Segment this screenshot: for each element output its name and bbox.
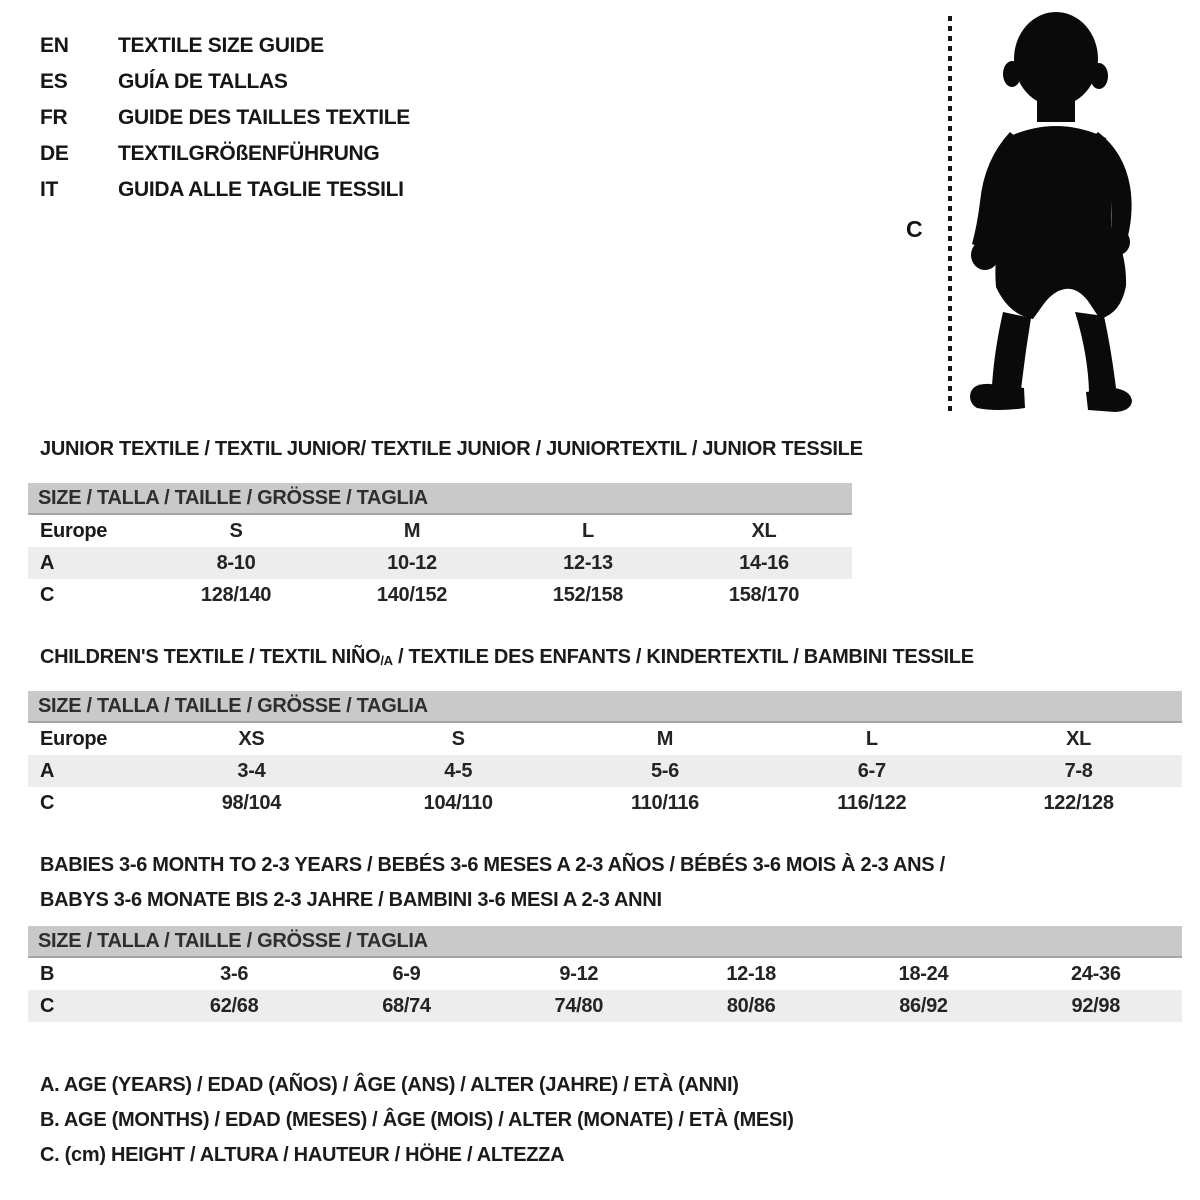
size-value-cell: XL: [1066, 727, 1092, 750]
section-title: [40, 640, 1182, 675]
table-row: [28, 755, 1182, 787]
size-section: [28, 432, 863, 611]
section-title-line: [40, 883, 1182, 918]
size-value-cell: 5-6: [562, 755, 769, 787]
language-row: [40, 64, 410, 100]
size-value-cell: 7-8: [975, 755, 1182, 787]
size-value-cell: 74/80: [493, 990, 665, 1022]
size-value-cell: 12-18: [726, 962, 776, 985]
table-row: [28, 722, 1182, 755]
section-title-line: [40, 848, 1182, 883]
size-value-cell: 128/140: [200, 583, 272, 606]
language-row: [40, 100, 410, 136]
language-row: [40, 172, 410, 208]
section-title-line: [40, 432, 863, 467]
size-value-cell: XS: [238, 727, 265, 750]
size-value-cell: 98/104: [221, 791, 282, 814]
toddler-silhouette-icon: [958, 12, 1140, 416]
height-dashed-line: [948, 16, 952, 416]
language-code: DE: [40, 142, 69, 165]
table-row: [28, 547, 852, 579]
size-section: [28, 848, 1182, 1022]
title-segment: /A: [380, 653, 393, 668]
table-header-row: [28, 926, 1182, 957]
size-section: [28, 640, 1182, 819]
table-header-bar: SIZE / TALLA / TAILLE / GRÖSSE / TAGLIA: [28, 691, 1182, 722]
row-label: C: [40, 583, 55, 606]
size-value-cell: 152/158: [552, 583, 624, 606]
size-value-cell: 92/98: [1010, 990, 1182, 1022]
row-label: Europe: [40, 519, 108, 542]
size-value-cell: 68/74: [320, 990, 492, 1022]
row-label: A: [28, 547, 148, 579]
size-value-cell: 86/92: [837, 990, 1009, 1022]
size-table: [28, 926, 1182, 1022]
language-title: GUIDA ALLE TAGLIE TESSILI: [118, 178, 404, 201]
title-segment: JUNIOR TEXTILE / TEXTIL JUNIOR/ TEXTILE JUNIOR / JUNIORTEXTIL / JUNIOR TESSILE: [40, 438, 863, 460]
size-value-cell: 62/68: [148, 990, 320, 1022]
language-code: FR: [40, 106, 68, 129]
section-title: [40, 432, 863, 467]
section-title-line: [40, 640, 1182, 675]
size-value-cell: 3-4: [148, 755, 355, 787]
size-value-cell: 9-12: [559, 962, 599, 985]
note-line: C. (cm) HEIGHT / ALTURA / HAUTEUR / HÖHE / ALTEZZA: [40, 1144, 565, 1166]
size-value-cell: 116/122: [837, 791, 907, 814]
title-segment: / TEXTILE DES ENFANTS / KINDERTEXTIL / BAMBINI TESSILE: [392, 646, 974, 668]
row-label: C: [28, 990, 148, 1022]
table-row: [28, 787, 1182, 819]
table-row: [28, 579, 852, 611]
table-header-bar: SIZE / TALLA / TAILLE / GRÖSSE / TAGLIA: [28, 483, 852, 514]
size-value-cell: 3-6: [220, 962, 249, 985]
table-row: [28, 957, 1182, 990]
language-list: [40, 28, 410, 208]
table-row: [28, 514, 852, 547]
language-row: [40, 136, 410, 172]
language-title: GUIDE DES TAILLES TEXTILE: [118, 106, 410, 129]
table-header-row: [28, 691, 1182, 722]
size-value-cell: 6-9: [392, 962, 421, 985]
size-value-cell: 10-12: [324, 547, 500, 579]
size-value-cell: L: [582, 519, 594, 542]
table-body: [28, 722, 1182, 819]
size-value-cell: S: [229, 519, 243, 542]
size-value-cell: M: [656, 727, 674, 750]
size-value-cell: 122/128: [1043, 791, 1114, 814]
section-title: [40, 848, 1182, 918]
size-value-cell: 24-36: [1070, 962, 1121, 985]
size-value-cell: M: [403, 519, 421, 542]
table-head: [28, 483, 852, 514]
row-label: Europe: [40, 727, 108, 750]
table-header-row: [28, 483, 852, 514]
table-body: [28, 514, 852, 611]
table-body: [28, 957, 1182, 1022]
size-table: [28, 691, 1182, 819]
language-row: [40, 28, 410, 64]
title-segment: BABYS 3-6 MONATE BIS 2-3 JAHRE / BAMBINI 3-6 MESI A 2-3 ANNI: [40, 889, 662, 911]
table-header-bar: SIZE / TALLA / TAILLE / GRÖSSE / TAGLIA: [28, 926, 1182, 957]
language-title: GUÍA DE TALLAS: [118, 70, 288, 93]
height-marker-label: C: [906, 216, 923, 242]
size-value-cell: 18-24: [898, 962, 949, 985]
size-value-cell: 6-7: [768, 755, 975, 787]
language-title: TEXTILE SIZE GUIDE: [118, 34, 324, 57]
size-value-cell: 158/170: [728, 583, 800, 606]
size-value-cell: L: [865, 727, 878, 750]
language-title: TEXTILGRÖßENFÜHRUNG: [118, 142, 380, 165]
size-table: [28, 483, 852, 611]
measurement-notes: [40, 1068, 794, 1173]
title-segment: CHILDREN'S TEXTILE / TEXTIL NIÑO: [40, 646, 381, 668]
table-head: [28, 926, 1182, 957]
size-value-cell: 4-5: [355, 755, 562, 787]
size-value-cell: XL: [751, 519, 777, 542]
language-code: ES: [40, 70, 68, 93]
language-code: EN: [40, 34, 69, 57]
table-head: [28, 691, 1182, 722]
size-value-cell: 104/110: [423, 791, 493, 814]
size-value-cell: 110/116: [630, 791, 699, 814]
row-label: B: [40, 962, 55, 985]
size-value-cell: S: [451, 727, 465, 750]
row-label: C: [40, 791, 55, 814]
title-segment: BABIES 3-6 MONTH TO 2-3 YEARS / BEBÉS 3-6 MESES A 2-3 AÑOS / BÉBÉS 3-6 MOIS À 2-3 ANS /: [40, 854, 945, 876]
size-value-cell: 140/152: [376, 583, 448, 606]
size-value-cell: 8-10: [148, 547, 324, 579]
language-code: IT: [40, 178, 59, 201]
table-row: [28, 990, 1182, 1022]
row-label: A: [28, 755, 148, 787]
size-value-cell: 14-16: [676, 547, 852, 579]
size-value-cell: 12-13: [500, 547, 676, 579]
size-value-cell: 80/86: [665, 990, 837, 1022]
note-line: B. AGE (MONTHS) / EDAD (MESES) / ÂGE (MOIS) / ALTER (MONATE) / ETÀ (MESI): [40, 1109, 794, 1131]
note-line: A. AGE (YEARS) / EDAD (AÑOS) / ÂGE (ANS) / ALTER (JAHRE) / ETÀ (ANNI): [40, 1074, 739, 1096]
